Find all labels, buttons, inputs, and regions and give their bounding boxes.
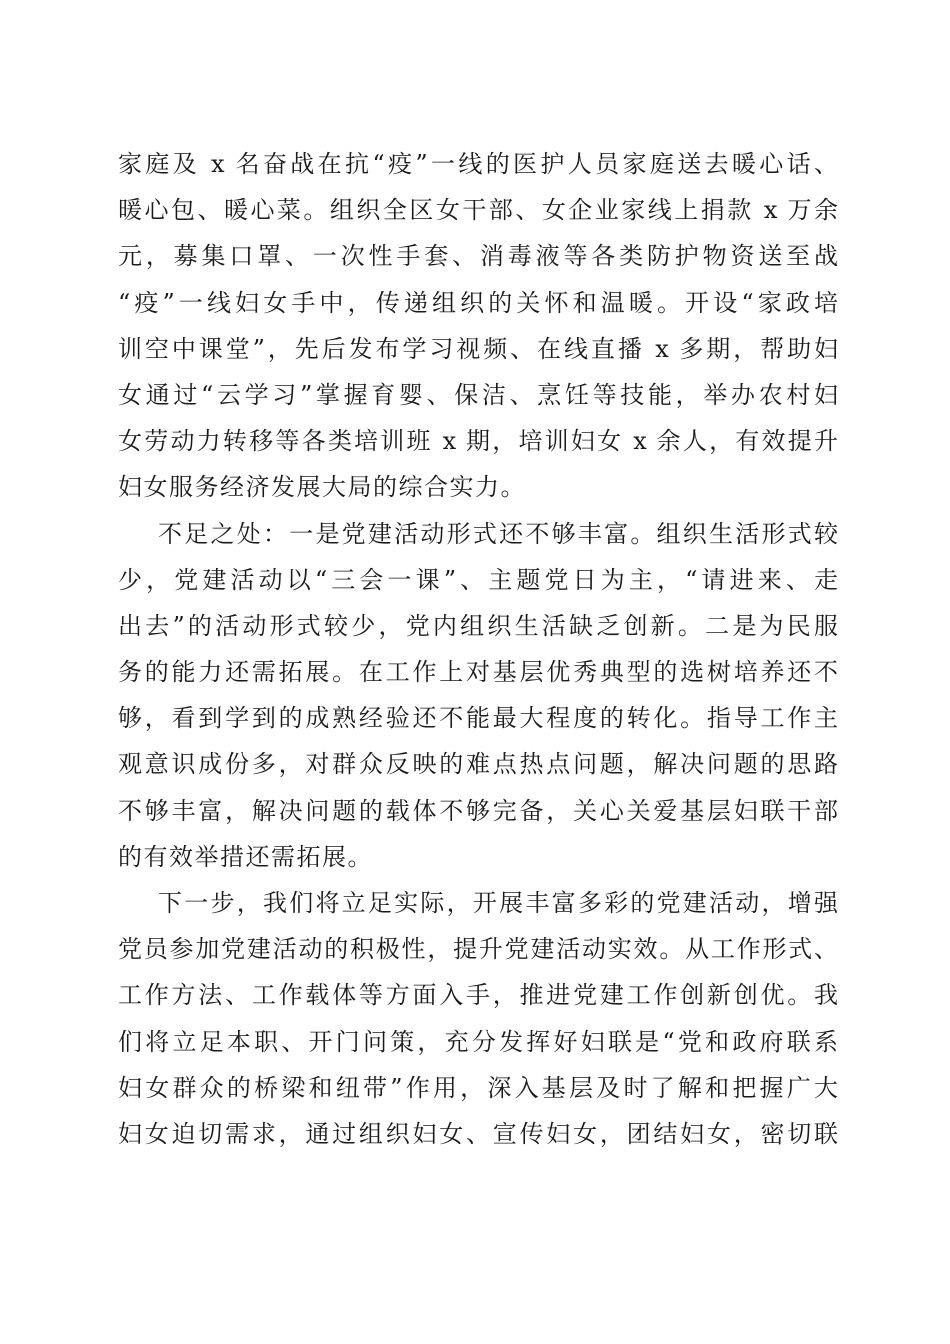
text-line: 务的能力还需拓展。在工作上对基层优秀典型的选树培养还不 — [118, 658, 838, 687]
text-line: 够，看到学到的成熟经验还不能最大程度的转化。指导工作主 — [118, 704, 838, 733]
text-line: 训空中课堂”，先后发布学习视频、在线直播 x 多期，帮助妇 — [118, 334, 838, 363]
text-line: 们将立足本职、开门问策，充分发挥好妇联是“党和政府联系 — [118, 1027, 838, 1056]
text-line: 妇女服务经济发展大局的综合实力。 — [118, 473, 526, 502]
text-line: 妇女迫切需求，通过组织妇女、宣传妇女，团结妇女，密切联 — [118, 1119, 838, 1148]
paragraph-1 — [118, 141, 838, 511]
text-line: 女通过“云学习”掌握育婴、保洁、烹饪等技能，举办农村妇 — [118, 380, 838, 409]
text-line: 观意识成份多，对群众反映的难点热点问题，解决问题的思路 — [118, 750, 838, 779]
paragraph-2 — [118, 511, 838, 881]
text-line: 党员参加党建活动的积极性，提升党建活动实效。从工作形式、 — [118, 935, 838, 964]
text-line: “疫”一线妇女手中，传递组织的关怀和温暖。开设“家政培 — [118, 288, 838, 317]
text-line: 不够丰富，解决问题的载体不够完备，关心关爱基层妇联干部 — [118, 796, 838, 825]
document-body — [118, 141, 838, 1157]
text-line: 暖心包、暖心菜。组织全区女干部、女企业家线上捐款 x 万余 — [118, 196, 838, 225]
text-line: 少，党建活动以“三会一课”、主题党日为主，“请进来、走 — [118, 565, 838, 594]
text-line: 出去”的活动形式较少，党内组织生活缺乏创新。二是为民服 — [118, 611, 838, 640]
text-line: 元，募集口罩、一次性手套、消毒液等各类防护物资送至战 — [118, 242, 838, 271]
text-line: 家庭及 x 名奋战在抗“疫”一线的医护人员家庭送去暖心话、 — [118, 150, 838, 178]
text-line: 女劳动力转移等各类培训班 x 期，培训妇女 x 余人，有效提升 — [118, 427, 838, 456]
text-line: 妇女群众的桥梁和纽带”作用，深入基层及时了解和把握广大 — [118, 1073, 838, 1102]
text-line: 下一步，我们将立足实际，开展丰富多彩的党建活动，增强 — [158, 889, 838, 917]
text-line: 工作方法、工作载体等方面入手，推进党建工作创新创优。我 — [118, 981, 838, 1010]
paragraph-3 — [118, 880, 838, 1157]
text-line: 的有效举措还需拓展。 — [118, 842, 373, 871]
text-line: 不足之处：一是党建活动形式还不够丰富。组织生活形式较 — [158, 519, 838, 548]
